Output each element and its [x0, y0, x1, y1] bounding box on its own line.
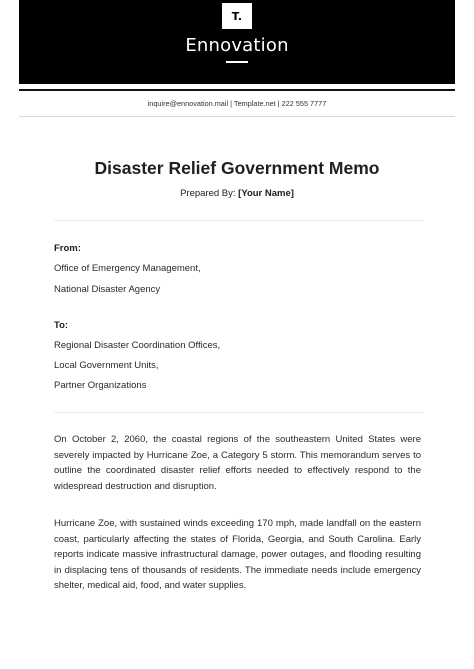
header-rule [19, 89, 455, 91]
page-title: Disaster Relief Government Memo [94, 158, 380, 178]
body-paragraph: Hurricane Zoe, with sustained winds exceeding 170 mph, made landfall on the eastern coast, particularly affecting the states of Florida, Georgia, and South Carolina. Early reports indicate massive infrastructural damage, power outages, and flooding resulting in displacing tens of thousands of residents. The immediate needs include emergency shelter, medical aid, food, and water supplies. [54, 518, 421, 591]
logo-text: T. [231, 9, 243, 23]
prepared-by-label: Prepared By: [180, 188, 239, 199]
brand-underline [226, 61, 248, 63]
from-label: From: [54, 243, 81, 254]
prepared-by-value: [Your Name] [238, 188, 294, 199]
contact-rule [19, 116, 455, 117]
brand-name: Ennovation [185, 35, 289, 56]
to-line: Regional Disaster Coordination Offices, [54, 340, 221, 351]
from-line: Office of Emergency Management, [54, 263, 201, 274]
to-label: To: [54, 320, 69, 331]
from-line: National Disaster Agency [54, 284, 161, 295]
to-line: Partner Organizations [54, 380, 147, 391]
body-paragraph: On October 2, 2060, the coastal regions of the southeastern United States were severely impacted by Hurricane Zoe, a Category 5 storm. This memorandum serves to outline the coordinated disaster relief efforts needed to effectively respond to the widespread destruction and disruption. [54, 434, 421, 492]
section-divider [54, 412, 424, 413]
to-line: Local Government Units, [54, 360, 159, 371]
prepared-by [0, 188, 474, 199]
brand-logo [222, 3, 252, 29]
section-divider [54, 220, 424, 221]
contact-info: inquire@ennovation.mail | Template.net | 222 555 7777 [147, 99, 327, 108]
